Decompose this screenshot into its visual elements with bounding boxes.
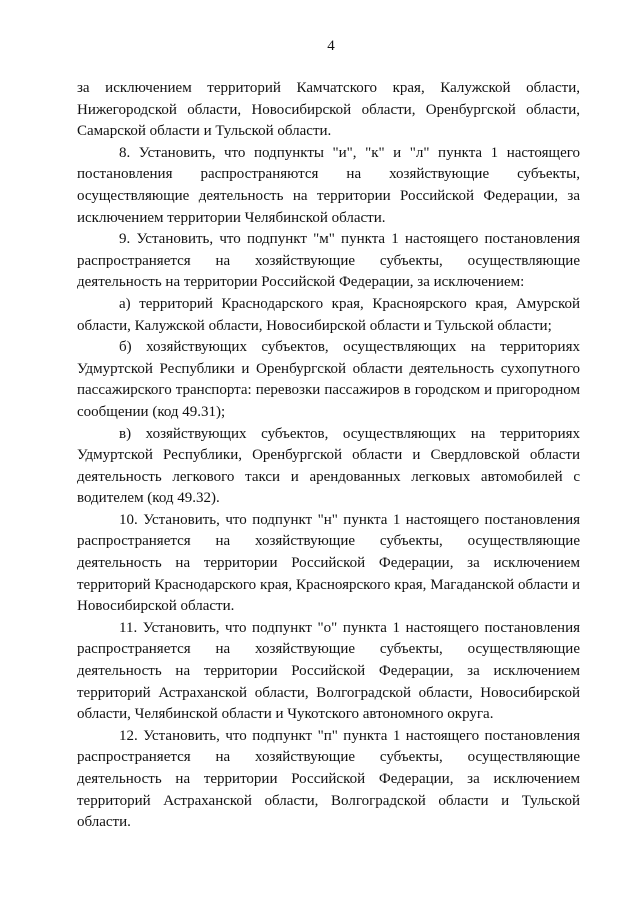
paragraph-item-10: 10. Установить, что подпункт "н" пункта 1 настоящего постановления распространяется на хозяйствующие субъекты, осуществляющие деятельность на территории Российской Федерации, за исключением территорий Краснодарского края, Красноярского края, Магаданской области и Новосибирской области. (77, 511, 580, 615)
paragraph-continuation: за исключением территорий Камчатского края, Калужской области, Нижегородской области, Новосибирской области, Оренбургской области, Самарской области и Тульской области. (77, 80, 580, 140)
paragraph-item-8: 8. Установить, что подпункты "и", "к" и "л" пункта 1 настоящего постановления распространяются на хозяйствующие субъекты, осуществляющие деятельность на территории Российской Федерации, за исключением территории Челябинской области. (77, 144, 580, 226)
paragraph-item-9: 9. Установить, что подпункт "м" пункта 1 настоящего постановления распространяется на хозяйствующие субъекты, осуществляющие деятельность на территории Российской Федерации, за исключением: (77, 231, 580, 291)
page-number: 4 (327, 38, 335, 54)
document-body (77, 78, 580, 834)
paragraph-item-9v: в) хозяйствующих субъектов, осуществляющих на территориях Удмуртской Республики, Оренбургской области и Свердловской области деятельность легкового такси и арендованных легковых автомобилей с водителем (код 49.32). (77, 425, 580, 507)
paragraph-item-9b: б) хозяйствующих субъектов, осуществляющих на территориях Удмуртской Республики и Оренбургской области деятельность сухопутного пассажирского транспорта: перевозки пассажиров в городском и пригородном сообщении (код 49.31); (77, 339, 580, 420)
paragraph-item-12: 12. Установить, что подпункт "п" пункта 1 настоящего постановления распространяется на хозяйствующие субъекты, осуществляющие деятельность на территории Российской Федерации, за исключением территорий Астраханской области, Волгоградской области и Тульской области. (77, 727, 580, 831)
paragraph-item-9a: а) территорий Краснодарского края, Красноярского края, Амурской области, Калужской области, Новосибирской области и Тульской области; (77, 295, 580, 334)
paragraph-item-11: 11. Установить, что подпункт "о" пункта 1 настоящего постановления распространяется на хозяйствующие субъекты, осуществляющие деятельность на территории Российской Федерации, за исключением территорий Астраханской области, Волгоградской области, Новосибирской области, Челябинской области и Чукотского автономного округа. (77, 619, 580, 723)
